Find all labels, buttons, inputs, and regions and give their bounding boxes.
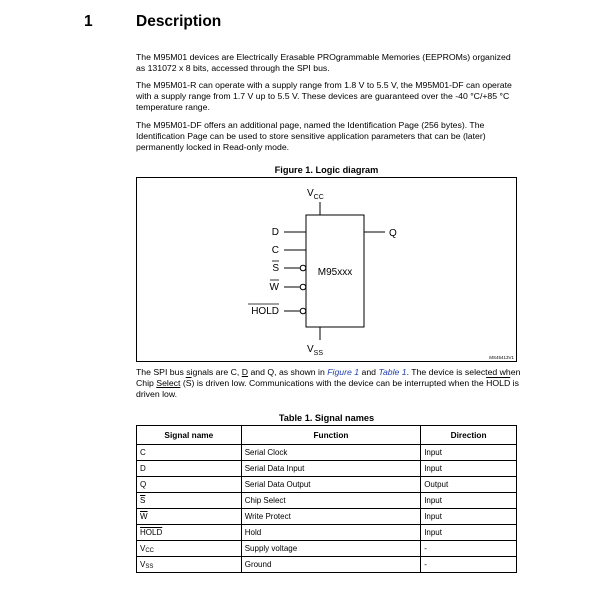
svg-text:VCC (307, 188, 324, 201)
function-cell: Chip Select (241, 493, 420, 509)
signal-cell (137, 541, 242, 557)
function-cell: Write Protect (241, 509, 420, 525)
signal-vss-sub: SS (145, 563, 154, 570)
paragraph-identification-page: The M95M01-DF offers an additional page, named the Identification Page (256 bytes). The Identification Page can be used to store sensitive application parameters that can be (later) permanently locked in Read-only mode. (136, 120, 486, 152)
header-signal-name: Signal name (137, 426, 242, 445)
signal-cell: D (137, 461, 242, 477)
table-row (137, 509, 517, 525)
signal-cell (137, 493, 242, 509)
direction-cell: Output (421, 477, 517, 493)
section-number: 1 (84, 13, 93, 30)
direction-cell: - (421, 557, 517, 573)
direction-cell: - (421, 541, 517, 557)
table-row (137, 461, 517, 477)
signal-names-table (136, 425, 517, 573)
pin-w-bubble (300, 284, 306, 290)
p4-text-3: and (359, 367, 379, 377)
signal-cell (137, 557, 242, 573)
p4-text-2: and Q, as shown in (248, 367, 328, 377)
table-header-row (137, 426, 517, 445)
p4-text-6: ) is driven low. Communications with the device can be interrupted when the (191, 378, 487, 388)
table-1-link[interactable]: Table 1 (378, 367, 407, 377)
direction-cell: Input (421, 493, 517, 509)
direction-cell: Input (421, 525, 517, 541)
figure-caption: Figure 1. Logic diagram (274, 165, 379, 175)
vss-subscript: SS (313, 350, 324, 357)
pin-hold-label: HOLD (251, 306, 279, 317)
p4-select: Select (156, 378, 181, 388)
function-cell: Hold (241, 525, 420, 541)
signal-vcc-main: V (140, 543, 146, 553)
table-row (137, 541, 517, 557)
p4-signal-d: D (241, 367, 249, 377)
function-cell: Serial Data Input (241, 461, 420, 477)
vcc-label: V (307, 188, 314, 199)
function-cell: Serial Data Output (241, 477, 420, 493)
pin-w-label: W (269, 282, 279, 293)
signal-w-overbar: $\overline{W}$ (140, 512, 148, 521)
table-row (137, 525, 517, 541)
function-cell: Serial Clock (241, 445, 420, 461)
paragraph-overview: The M95M01 devices are Electrically Erasable PROgrammable Memories (EEPROMs) organized as 131072 x 8 bits, accessed through the SPI bus. (136, 52, 511, 73)
table-row (137, 445, 517, 461)
signal-hold-overbar: HOLD (140, 528, 163, 537)
logic-diagram (136, 177, 517, 362)
pin-c-label: C (271, 245, 279, 256)
p4-text-5: ( (180, 378, 186, 388)
function-cell: Supply voltage (241, 541, 420, 557)
table-row (137, 557, 517, 573)
figure-1-link[interactable]: Figure 1 (327, 367, 360, 377)
pin-q-label: Q (389, 228, 397, 239)
svg-text:VSS (307, 344, 323, 357)
signal-cell: C (137, 445, 242, 461)
pin-s-label: S (272, 263, 279, 274)
pin-hold-bubble (300, 308, 306, 314)
pin-s-bubble (300, 265, 306, 271)
signal-vcc-sub: CC (145, 547, 155, 554)
function-cell: Ground (241, 557, 420, 573)
table-row (137, 493, 517, 509)
table-row (137, 477, 517, 493)
signal-cell (137, 509, 242, 525)
section-title: Description (136, 13, 222, 30)
chip-label: M95xxx (317, 267, 353, 278)
paragraph-spi-signals (136, 367, 521, 400)
header-direction: Direction (421, 426, 517, 445)
vss-label: V (307, 344, 314, 355)
signal-vss-main: V (140, 559, 146, 569)
vcc-subscript: CC (313, 194, 324, 201)
p4-signal-hold: HOLD (486, 378, 511, 388)
signal-s-overbar: $\overline{S}$ (140, 496, 146, 505)
header-function: Function (241, 426, 420, 445)
signal-cell (137, 525, 242, 541)
direction-cell: Input (421, 461, 517, 477)
pin-d-label: D (271, 227, 279, 238)
p4-text-1: The SPI bus signals are C, (136, 367, 242, 377)
p4-text-7: is driven low. (136, 378, 519, 399)
direction-cell: Input (421, 509, 517, 525)
signal-cell: Q (137, 477, 242, 493)
paragraph-supply-range: The M95M01-R can operate with a supply range from 1.8 V to 5.5 V, the M95M01-DF can operate with a supply range from 1.7 V up to 5.5 V. These devices are guaranteed over the -40 °C/+85 °C temperature range. (136, 80, 512, 112)
table-caption: Table 1. Signal names (278, 413, 375, 423)
p4-signal-s: $\overline{S}$ (185, 378, 192, 388)
direction-cell: Input (421, 445, 517, 461)
figure-ref-code: MS45413V1 (489, 355, 514, 360)
p4-text-4: . The device is selected when Chip (136, 367, 521, 388)
